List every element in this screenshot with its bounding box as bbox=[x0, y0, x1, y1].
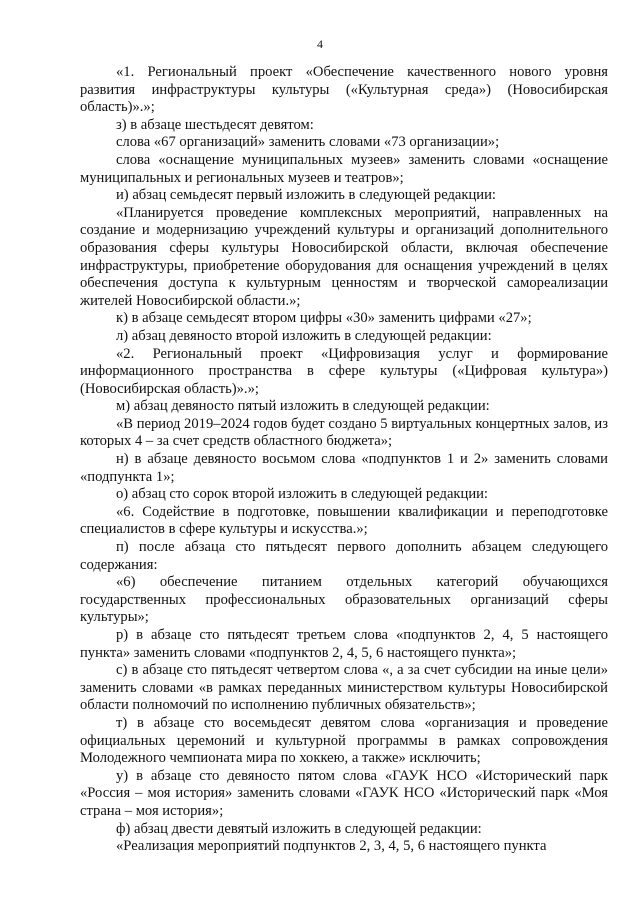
paragraph: «6. Содействие в подготовке, повышении квалификации и переподготовке специалистов в сфере культуры и искусства.»; bbox=[80, 503, 608, 538]
paragraph: з) в абзаце шестьдесят девятом: bbox=[116, 116, 314, 133]
paragraph: о) абзац сто сорок второй изложить в следующей редакции: bbox=[116, 486, 488, 503]
paragraph: ф) абзац двести девятый изложить в следующей редакции: bbox=[116, 820, 482, 837]
paragraph: «1. Региональный проект «Обеспечение качественного нового уровня развития инфраструктуры культуры («Культурная среда») (Новосибирская область)».»; bbox=[80, 64, 608, 116]
paragraph: м) абзац девяносто пятый изложить в следующей редакции: bbox=[116, 398, 490, 415]
paragraph: слова «67 организаций» заменить словами «73 организации»; bbox=[116, 134, 500, 151]
paragraph: с) в абзаце сто пятьдесят четвертом слова «, а за счет субсидии на иные цели» заменить словами «в рамках переданных министерством культуры Новосибирской области полномочий по исполнению публичных обязательств»; bbox=[80, 662, 608, 714]
paragraph: к) в абзаце семьдесят втором цифры «30» заменить цифрами «27»; bbox=[116, 310, 532, 327]
paragraph: т) в абзаце сто восемьдесят девятом слова «организация и проведение официальных церемоний и культурной программы в рамках сопровождения Молодежного чемпионата мира по хоккею, а также» исключить; bbox=[80, 714, 608, 767]
document-body bbox=[80, 64, 608, 856]
paragraph: н) в абзаце девяносто восьмом слова «подпунктов 1 и 2» заменить словами «подпункта 1»; bbox=[80, 451, 608, 485]
paragraph: «2. Региональный проект «Цифровизация услуг и формирование информационного пространства в сфере культуры («Цифровая культура») (Новосибирская область)».»; bbox=[80, 345, 608, 397]
paragraph: у) в абзаце сто девяносто пятом слова «ГАУК НСО «Исторический парк «Россия – моя история» заменить словами «ГАУК НСО «Исторический парк «Моя страна – моя история»; bbox=[80, 767, 608, 819]
paragraph: «В период 2019–2024 годов будет создано 5 виртуальных концертных залов, из которых 4 – за счет средств областного бюджета»; bbox=[80, 415, 608, 450]
paragraph: и) абзац семьдесят первый изложить в следующей редакции: bbox=[116, 187, 496, 204]
paragraph: р) в абзаце сто пятьдесят третьем слова «подпунктов 2, 4, 5 настоящего пункта» заменить словами «подпунктов 2, 4, 5, 6 настоящего пункта»; bbox=[80, 627, 608, 661]
paragraph: «Реализация мероприятий подпунктов 2, 3, 4, 5, 6 настоящего пункта bbox=[116, 838, 547, 855]
paragraph: слова «оснащение муниципальных музеев» заменить словами «оснащение муниципальных и региональных музеев и театров»; bbox=[80, 151, 608, 186]
paragraph: «6) обеспечение питанием отдельных категорий обучающихся государственных профессиональных образовательных организаций сферы культуры»; bbox=[80, 574, 608, 626]
paragraph: «Планируется проведение комплексных мероприятий, направленных на создание и модернизацию учреждений культуры и организаций дополнительного образования сферы культуры Новосибирской области, включая обеспечение инфраструктуры, приобретение оборудования для оснащения учреждений в целях обеспечения доступа к культурным ценностям и творческой самореализации жителей Новосибирской области.»; bbox=[80, 204, 608, 309]
paragraph: п) после абзаца сто пятьдесят первого дополнить абзацем следующего содержания: bbox=[80, 539, 608, 573]
paragraph: л) абзац девяносто второй изложить в следующей редакции: bbox=[116, 327, 492, 344]
page-number: 4 bbox=[317, 37, 323, 51]
